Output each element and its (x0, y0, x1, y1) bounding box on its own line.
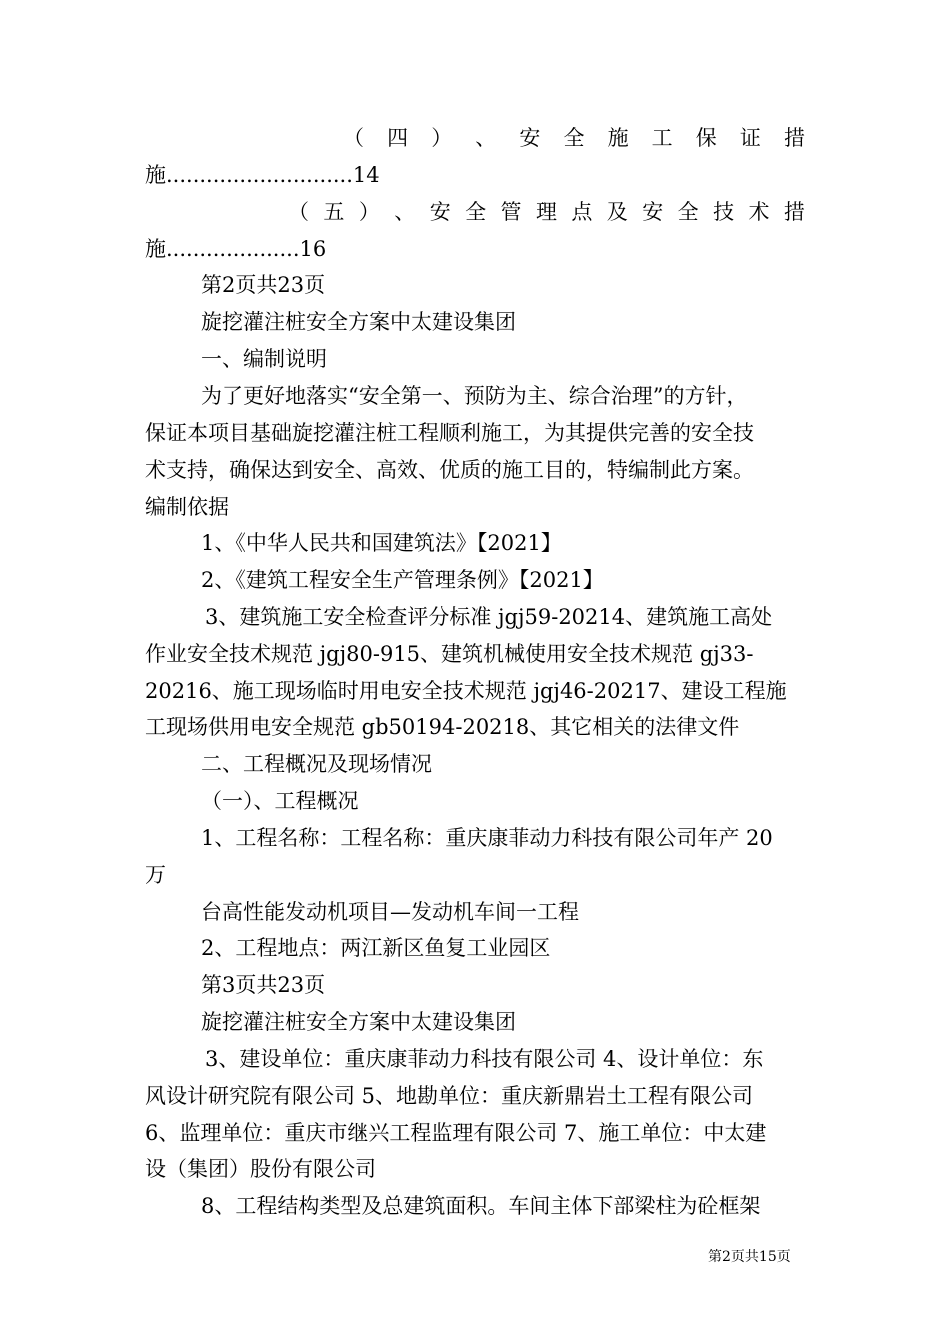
page-number-marker: 第2页共23页 (201, 273, 326, 297)
toc-item-5-heading (288, 199, 805, 225)
paragraph-line: 6、监理单位：重庆市继兴工程监理有限公司 7、施工单位：中太建 (145, 1121, 767, 1145)
paragraph-line: 1、工程名称：工程名称：重庆康菲动力科技有限公司年产 20 (201, 826, 773, 850)
toc-heading-char: 安 (519, 126, 541, 150)
toc-heading-char: 措 (783, 126, 805, 150)
toc-heading-char: 保 (695, 126, 717, 150)
paragraph-line: 设（集团）股份有限公司 (145, 1157, 376, 1181)
page-footer: 第2页共15页 (708, 1249, 791, 1265)
subsection-heading: 编制依据 (145, 495, 229, 519)
paragraph-line: 万 (145, 863, 166, 887)
toc-heading-char: ） (431, 126, 453, 150)
paragraph-line: 作业安全技术规范 jgj80-915、建筑机械使用安全技术规范 gj33- (145, 642, 754, 666)
toc-item-4-tail: 施............................14 (145, 163, 380, 187)
paragraph-line: 3、建筑施工安全检查评分标准 jgj59-20214、建筑施工高处 (205, 605, 773, 629)
toc-heading-char: 证 (739, 126, 761, 150)
toc-item-4-heading (343, 125, 805, 151)
subsection-heading: （一）、工程概况 (201, 789, 359, 813)
toc-heading-char: 及 (606, 200, 628, 224)
paragraph-line: 术支持，确保达到安全、高效、优质的施工目的，特编制此方案。 (145, 458, 754, 482)
toc-heading-char: 五 (323, 200, 345, 224)
toc-heading-char: 理 (535, 200, 557, 224)
paragraph-line: 风设计研究院有限公司 5、地勘单位：重庆新鼎岩土工程有限公司 (145, 1084, 754, 1108)
paragraph-line: 台高性能发动机项目—发动机车间一工程 (201, 900, 579, 924)
toc-heading-char: （ (343, 126, 364, 150)
toc-heading-char: 全 (465, 200, 487, 224)
toc-heading-char: 全 (563, 126, 585, 150)
paragraph-line: 8、工程结构类型及总建筑面积。车间主体下部梁柱为砼框架 (201, 1194, 761, 1218)
toc-heading-char: ） (358, 200, 380, 224)
toc-heading-char: 技 (713, 200, 735, 224)
toc-heading-char: 术 (748, 200, 770, 224)
toc-heading-char: 、 (475, 126, 497, 150)
paragraph-line: 为了更好地落实“安全第一、预防为主、综合治理”的方针， (201, 384, 748, 408)
paragraph-line: 3、建设单位：重庆康菲动力科技有限公司 4、设计单位：东 (205, 1047, 764, 1071)
page-number-marker: 第3页共23页 (201, 973, 326, 997)
running-header: 旋挖灌注桩安全方案中太建设集团 (201, 1010, 516, 1034)
paragraph-line: 工现场供用电安全规范 gb50194-20218、其它相关的法律文件 (145, 715, 740, 739)
toc-item-5-tail: 施....................16 (145, 237, 327, 261)
list-item: 1、《中华人民共和国建筑法》【2021】 (201, 531, 562, 555)
toc-heading-char: 四 (387, 126, 409, 150)
toc-heading-char: 施 (607, 126, 629, 150)
paragraph-line: 保证本项目基础旋挖灌注桩工程顺利施工，为其提供完善的安全技 (145, 421, 754, 445)
paragraph-line: 2、工程地点：两江新区鱼复工业园区 (201, 936, 551, 960)
paragraph-line: 20216、施工现场临时用电安全技术规范 jgj46-20217、建设工程施 (145, 679, 787, 703)
section-heading: 二、工程概况及现场情况 (201, 752, 432, 776)
toc-heading-char: 点 (571, 200, 593, 224)
toc-heading-char: （ (288, 200, 309, 224)
toc-heading-char: 工 (651, 126, 673, 150)
running-header: 旋挖灌注桩安全方案中太建设集团 (201, 310, 516, 334)
section-heading: 一、编制说明 (201, 347, 327, 371)
list-item: 2、《建筑工程安全生产管理条例》【2021】 (201, 568, 604, 592)
toc-heading-char: 、 (394, 200, 416, 224)
toc-heading-char: 安 (642, 200, 664, 224)
toc-heading-char: 安 (429, 200, 451, 224)
toc-heading-char: 管 (500, 200, 522, 224)
toc-heading-char: 全 (677, 200, 699, 224)
toc-heading-char: 措 (783, 200, 805, 224)
